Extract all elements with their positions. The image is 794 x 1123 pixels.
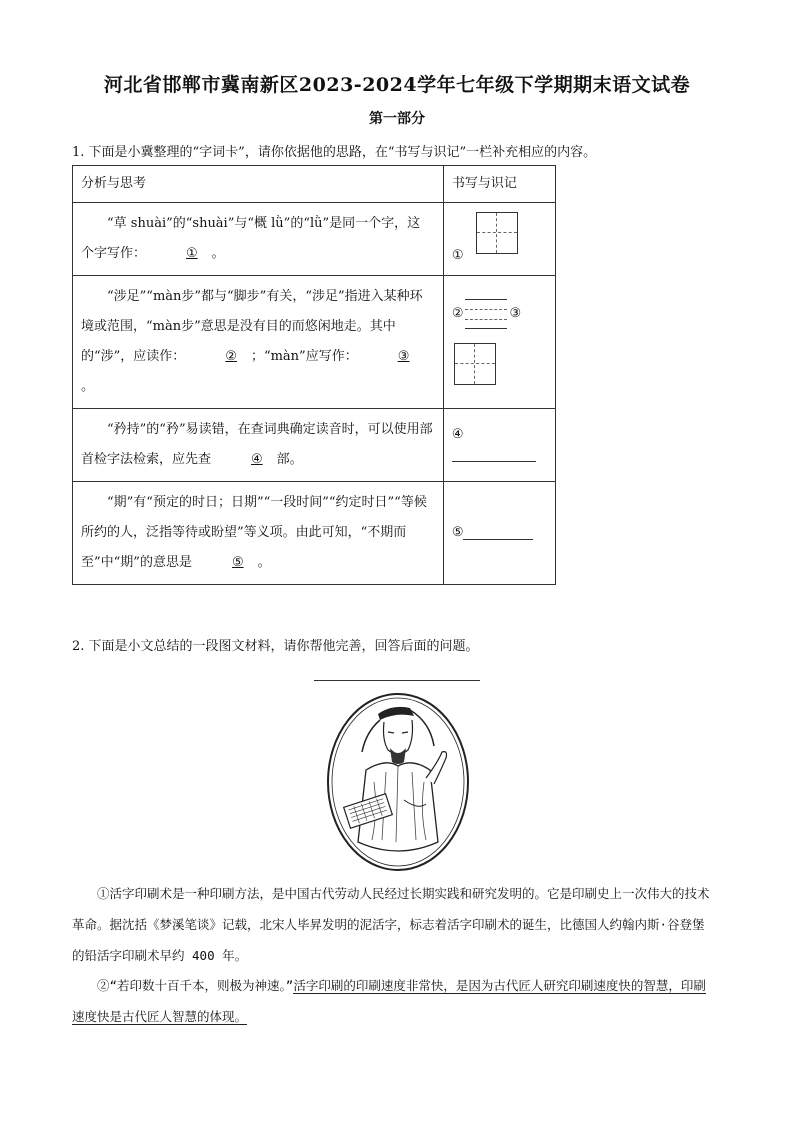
blank-2[interactable]: ② — [225, 349, 237, 364]
row4-writing-cell — [443, 482, 555, 585]
row3-writing-cell — [443, 409, 555, 482]
row4-mark: ⑤ — [451, 525, 464, 540]
part-heading: 第一部分 — [369, 111, 425, 127]
table-header-row — [73, 166, 556, 203]
row2-writing-cell — [443, 276, 555, 409]
question-2-prompt: 2. 下面是小文总结的一段图文材料，请你帮他完善，回答后面的问题。 — [72, 639, 479, 654]
table-row — [73, 203, 556, 276]
row4-text: “期”有“预定的时日；日期”“一段时间”“约定时日”“等候所约的人，泛指等待或盼望”等义项。由此可知，“不期而至”中“期”的意思是 — [81, 495, 427, 570]
table-row — [73, 276, 556, 409]
row2-mark-b: ③ — [509, 306, 522, 321]
table-row — [73, 482, 556, 585]
row1-analysis — [73, 203, 444, 276]
bi-sheng-portrait-image — [326, 692, 470, 872]
pinyin-four-line-box[interactable] — [465, 299, 507, 329]
row1-end: 。 — [211, 246, 225, 261]
row1-writing-cell — [443, 203, 555, 276]
row3-analysis — [73, 409, 444, 482]
blank-5[interactable]: ⑤ — [231, 555, 244, 570]
col-header-analysis: 分析与思考 — [73, 166, 444, 203]
row2-text: “涉足”“màn步”都与“脚步”有关，“涉足”指进入某种环境或范围，“màn步”意思是没有目的而悠闲地走。其中的“涉”，应读作： — [81, 289, 423, 364]
row3-mark: ④ — [451, 427, 464, 442]
paragraph-2 — [72, 970, 717, 1032]
word-card-table — [72, 165, 556, 585]
table-row — [73, 409, 556, 482]
paragraph-1: ①活字印刷术是一种印刷方法，是中国古代劳动人民经过长期实践和研究发明的。它是印刷史上一次伟大的技术革命。据沈括《梦溪笔谈》记载，北宋人毕昇发明的泥活字，标志着活字印刷术的诞生，比德国人约翰内斯·谷登堡的铅活字印刷术早约 400 年。 — [72, 886, 710, 963]
paragraph-2-underlined-sentence: 活字印刷的印刷速度非常快，是因为古代匠人研究印刷速度快的智慧，印刷速度快是古代匠人智慧的体现。 — [72, 978, 706, 1024]
exam-title: 河北省邯郸市冀南新区2023-2024学年七年级下学期期末语文试卷 — [103, 74, 691, 96]
row2-end: 。 — [81, 379, 95, 394]
row4-analysis — [73, 482, 444, 585]
blank-4[interactable]: ④ — [251, 452, 263, 467]
row2-text-b: ；“màn”应写作： — [250, 349, 358, 364]
row2-mark-a: ② — [451, 306, 464, 321]
writing-grid-box[interactable] — [476, 212, 518, 254]
row2-analysis — [73, 276, 444, 409]
col-header-writing: 书写与识记 — [443, 166, 555, 203]
question-1-prompt: 1. 下面是小冀整理的“字词卡”，请你依据他的思路，在“书写与识记”一栏补充相应的内容。 — [72, 145, 597, 160]
row4-end: 。 — [257, 555, 271, 570]
row3-end: 部。 — [276, 452, 303, 467]
blank-1[interactable]: ① — [186, 246, 198, 261]
answer-line-4[interactable] — [452, 447, 536, 462]
blank-3[interactable]: ③ — [397, 349, 410, 364]
title-blank-line[interactable] — [314, 680, 480, 681]
row3-text: “矜持”的“矜”易读错，在查词典确定读音时，可以使用部首检字法检索，应先查 — [81, 422, 433, 467]
answer-line-5[interactable] — [463, 525, 533, 540]
paragraph-2-quote: ②“若印数十百千本，则极为神速。” — [97, 978, 294, 993]
writing-grid-box[interactable] — [454, 343, 496, 385]
row1-text: “草 shuài”的“shuài”与“概 lǜ”的“lǜ”是同一个字，这个字写作： — [81, 216, 421, 261]
row1-mark: ① — [451, 248, 464, 263]
